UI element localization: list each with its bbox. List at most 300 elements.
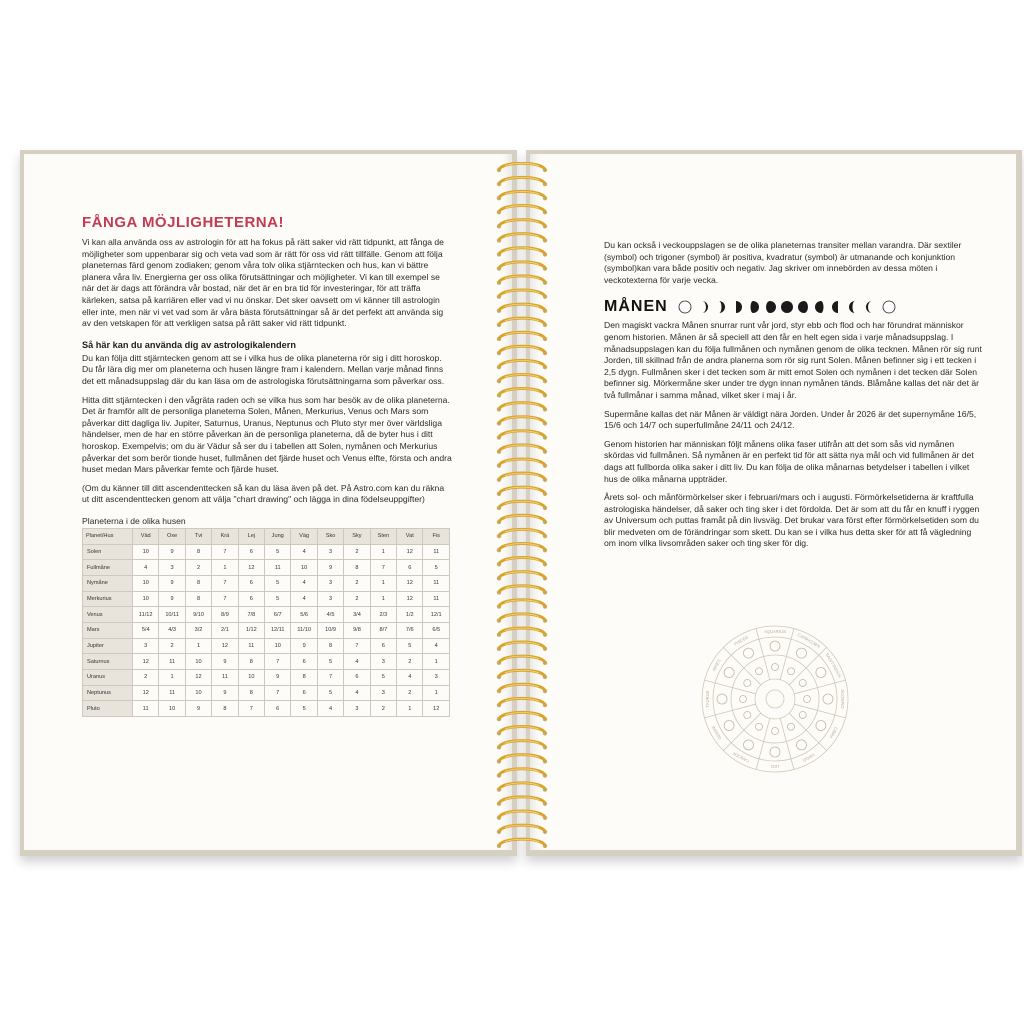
table-cell: 2/3 [370,607,396,623]
table-cell: 12 [397,544,423,560]
zodiac-symbol-icon [717,694,727,704]
table-cell: 4 [133,560,159,576]
table-cell: 5 [317,654,343,670]
spiral-ring [499,684,545,691]
table-cell: 9 [317,560,343,576]
moon-new-icon [678,300,692,314]
table-cell: 2/1 [212,623,238,639]
spiral-ring [499,177,545,184]
table-cell: 1 [423,654,450,670]
spiral-ring [499,839,545,846]
zodiac-sign-label: PISCES [733,634,750,647]
table-cell: 3 [317,575,343,591]
table-cell: 11 [133,701,159,717]
table-cell: 2 [344,544,370,560]
spiral-ring [499,712,545,719]
spiral-ring [499,163,545,170]
table-cell: 11 [159,685,185,701]
table-cell: 3 [344,701,370,717]
spiral-ring [499,783,545,790]
zodiac-symbol-icon [770,641,780,651]
right-page [530,154,1016,850]
spiral-ring [499,727,545,734]
spiral-ring [499,360,545,367]
spiral-ring [499,487,545,494]
table-cell: 4 [291,591,317,607]
spiral-ring [499,431,545,438]
zodiac-symbol-icon [724,721,734,731]
table-row-header: Venus [83,607,133,623]
moon-waxing-gibbous-icon [746,300,760,314]
table-cell: 8 [291,670,317,686]
table-cell: 10 [133,575,159,591]
zodiac-glyph-icon [756,668,763,675]
table-cell: 11 [238,638,264,654]
zodiac-sign-label: TAURUS [704,690,710,708]
spiral-ring [499,417,545,424]
table-column-header: Väg [291,528,317,544]
table-cell: 10 [133,591,159,607]
zodiac-glyph-icon [788,668,795,675]
table-column-header: Sky [344,528,370,544]
table-cell: 3 [317,591,343,607]
table-cell: 7 [238,701,264,717]
table-cell: 1 [370,544,396,560]
zodiac-glyph-icon [744,680,751,687]
table-cell: 9 [159,591,185,607]
spiral-ring [499,290,545,297]
zodiac-glyph-icon [788,723,795,730]
table-row [83,701,450,717]
moon-paragraph-4: Årets sol- och månförmörkelser sker i februari/mars och i augusti. Förmörkelsetiderna är kraftfulla astrologiska händelser, då saker och ting sker i det fördolda. Det är som att du får en knuff i ryggen av Universum och puttas framåt på din livsväg. Det brukar vara först efter förmörkelsetiden som du blir medveten om de förändringar som skett. Du kan se i vilka hus detta sker för att få vägledning om inom vilka livsområden saker och ting sker för dig. [604,492,980,549]
zodiac-symbol-icon [724,668,734,678]
section-subheading: Så här kan du använda dig av astrologikalendern [82,339,296,350]
table-cell: 7 [265,685,291,701]
page-heading: FÅNGA MÖJLIGHETERNA! [82,214,284,231]
table-row-header: Neptunus [83,685,133,701]
zodiac-inner-divider [789,713,806,730]
spiral-ring [499,276,545,283]
table-cell: 6 [397,560,423,576]
spiral-ring [499,234,545,241]
table-row-header: Pluto [83,701,133,717]
moon-full-icon [780,300,794,314]
zodiac-divider [806,647,827,668]
table-cell: 11 [159,654,185,670]
table-cell: 6 [291,685,317,701]
spiral-ring [499,586,545,593]
spiral-ring [499,825,545,832]
table-cell: 5/6 [291,607,317,623]
spiral-ring [499,318,545,325]
zodiac-divider [704,680,732,688]
table-cell: 1 [423,685,450,701]
transits-paragraph: Du kan också i veckouppslagen se de olika planeternas transiter mellan varandra. Där sextiler (symbol) och trigoner (symbol) är positiva, kvadratur (symbol) är utmanande och konjunktion (symbol)kan vara både positiv och negativ. Jag skriver om innebörden av dessa möten i veckotexterna för varje vecka. [604,240,962,285]
table-cell: 3 [159,560,185,576]
open-notebook [20,150,1024,856]
table-cell: 6 [344,670,370,686]
table-cell: 3 [370,654,396,670]
table-cell: 1 [370,575,396,591]
table-cell: 9/10 [185,607,211,623]
spiral-ring [499,600,545,607]
zodiac-inner-divider [764,718,770,741]
spiral-ring [499,769,545,776]
zodiac-symbol-icon [816,668,826,678]
moon-waxing-crescent-icon [712,300,726,314]
table-column-header: Vat [397,528,423,544]
zodiac-sign-label: CANCER [732,750,751,765]
zodiac-sign-label: GEMINI [710,725,723,741]
table-cell: 10 [265,638,291,654]
zodiac-inner-divider [744,713,761,730]
table-cell: 8/7 [370,623,396,639]
spiral-ring [499,473,545,480]
spiral-ring [499,543,545,550]
table-cell: 9 [265,670,291,686]
table-cell: 11/12 [133,607,159,623]
spiral-ring [499,811,545,818]
table-cell: 6 [238,591,264,607]
table-cell: 9 [159,544,185,560]
table-cell: 10/9 [317,623,343,639]
table-cell: 10 [238,670,264,686]
spiral-ring [499,558,545,565]
table-cell: 12 [185,670,211,686]
zodiac-divider [723,730,744,751]
table-cell: 6 [265,701,291,717]
paragraph-2: Hitta ditt stjärntecken i den vågräta raden och se vilka hus som har besök av de olika planeterna. Det är framför allt de personliga planeterna Solen, Månen, Merkurius, Venus och Mars som påverkar ditt dagliga liv. Jupiter, Saturnus, Uranus, Neptunus och Pluto styr mer över världsliga händelser, men de har en större påverkan än de personliga planeterna, då de byter hus i ditt horoskop. Exempelvis; om du är Vädur så ser du i tabellen att Solen, nymånen och Merkurius påverkar det som berör tionde huset, fullmånen det fjärde huset och Venus elfte, första och andra huset medan Mars påverkar femte och fjärde huset. [82,394,452,475]
table-column-header: Sten [370,528,396,544]
table-column-header: Jung [265,528,291,544]
zodiac-symbol-icon [797,740,807,750]
zodiac-sign-label: LEO [770,764,780,770]
table-cell: 2 [397,654,423,670]
table-cell: 8 [317,638,343,654]
table-cell: 11/10 [291,623,317,639]
table-column-header: Lej [238,528,264,544]
zodiac-divider [723,647,744,668]
table-cell: 1 [159,670,185,686]
table-cell: 6 [291,654,317,670]
table-cell: 2 [344,575,370,591]
table-cell: 11 [423,544,450,560]
table-row [83,623,450,639]
table-cell: 9 [291,638,317,654]
paragraph-1: Du kan följa ditt stjärntecken genom att se i vilka hus de olika planeterna rör sig i ditt horoskop. Du får lära dig mer om planeterna och husen längre fram i kalendern. Mellan varje månad finns det ett månadsuppslag där du kan läsa om de astrologiska förutsättningarna som påverkar oss. [82,352,445,386]
table-cell: 9 [185,701,211,717]
table-cell: 5 [423,560,450,576]
table-cell: 12 [397,575,423,591]
spiral-ring [499,642,545,649]
table-cell: 8 [185,544,211,560]
moon-paragraph-1: Den magiskt vackra Månen snurrar runt vår jord, styr ebb och flod och har förundrat människor genom historien. Månen är så speciell att den får en helt egen sida i varje månadsuppslag. I månadsuppslagen kan du följa fullmånen och nymånen genom de olika tecknen. Månen rör sig runt Jorden, till skillnad från de andra planerna som rör sig runt Solen. Månen befinner sig i ett tecken i 2,5 dygn. Fullmånen sker i det tecken som är mitt emot Solen och nymånen i det tecken där Solen befinner sig. Mörkermåne sker under tre dygn innan nymånen tänds. Blåmåne kallas det när det är två fullmånar i samma månad, vilket sker i maj i år. [604,320,982,400]
table-row-header: Jupiter [83,638,133,654]
table-cell: 2 [370,701,396,717]
zodiac-inner-divider [794,688,817,694]
spiral-ring [499,755,545,762]
table-cell: 2 [397,685,423,701]
moon-waning-gibbous-icon [797,300,811,314]
table-cell: 8 [344,560,370,576]
moon-waning-crescent-icon [865,300,879,314]
table-cell: 6 [238,575,264,591]
table-cell: 3 [133,638,159,654]
table-cell: 7 [265,654,291,670]
zodiac-symbol-icon [744,740,754,750]
zodiac-inner-divider [789,668,806,685]
table-column-header: Sko [317,528,343,544]
spiral-ring [499,656,545,663]
table-row-header: Mars [83,623,133,639]
zodiac-sign-label: CAPRICORN [796,632,821,649]
table-cell: 12 [133,685,159,701]
table-header-row [83,528,450,544]
moon-phases [678,300,896,314]
spiral-ring [499,572,545,579]
table-row [83,685,450,701]
table-cell: 11 [423,591,450,607]
table-cell: 10 [291,560,317,576]
table-row-header: Fullmåne [83,560,133,576]
moon-last-quarter-icon [831,300,845,314]
spiral-ring [499,741,545,748]
table-cell: 9 [212,685,238,701]
table-cell: 4 [423,638,450,654]
zodiac-symbol-icon [797,648,807,658]
table-cell: 7 [212,575,238,591]
table-cell: 7/6 [397,623,423,639]
zodiac-glyph-icon [740,696,747,703]
table-cell: 9 [212,654,238,670]
table-cell: 4 [291,575,317,591]
table-cell: 1 [212,560,238,576]
zodiac-symbol-icon [816,721,826,731]
zodiac-sign-label: VIRGO [801,752,816,764]
table-column-header: Krä [212,528,238,544]
table-cell: 4/3 [159,623,185,639]
table-column-header: Tvi [185,528,211,544]
zodiac-glyph-icon [772,728,779,735]
right-page-content [604,240,984,557]
moon-waxing-gibbous-icon [763,300,777,314]
spiral-ring [499,374,545,381]
table-row [83,560,450,576]
table-cell: 1 [370,591,396,607]
table-cell: 3 [317,544,343,560]
spiral-ring [499,459,545,466]
spiral-ring [499,445,545,452]
spiral-ring [499,248,545,255]
table-cell: 8 [185,591,211,607]
table-cell: 12/1 [423,607,450,623]
table-cell: 3/2 [185,623,211,639]
zodiac-divider [756,742,764,770]
intro-paragraph: Vi kan alla använda oss av astrologin för att ha fokus på rätt saker vid rätt tidpunkt, att fånga de möjligheter som uppenbarar sig och veta vad som är rätt för oss vid rätt tillfälle. Genom att följa planeternas färd genom zodiaken; genom våra tolv olika stjärntecken och hus, kan vi bättre planera våra liv. Energierna ger oss olika förutsättningar och möjligheter. Vi kan till exempel se när det är dags att förändra vår bostad, när det är en bra tid för investeringar, för att träffa kärleken, satsa på karriären eller vad vi nu önskar. Det sker oavsett om vi känner till astrologin eller inte, men när vi vet vad som är våra bästa förutsättningar så är det perfekt att använda sig av den vetskapen för att verkligen satsa på rätt saker vid rätt tidpunkt. [82,237,444,329]
moon-heading: MÅNEN [604,298,668,316]
spiral-ring [499,515,545,522]
paragraph-3: (Om du känner till ditt ascendenttecken så kan du läsa även på det. På Astro.com kan du räkna ut ditt ascendenttecken genom att välja "chart drawing" och lägga in dina födelseuppgifter) [82,482,445,505]
table-cell: 5 [291,701,317,717]
spiral-ring [499,304,545,311]
table-cell: 12 [133,654,159,670]
table-cell: 3 [423,670,450,686]
table-cell: 2 [133,670,159,686]
table-cell: 4 [291,544,317,560]
zodiac-symbol-icon [823,694,833,704]
zodiac-inner-divider [732,704,755,710]
table-column-header: Oxe [159,528,185,544]
table-cell: 6 [370,638,396,654]
zodiac-divider [756,628,764,656]
table-cell: 5 [317,685,343,701]
zodiac-divider [818,710,846,718]
table-cell: 11 [212,670,238,686]
table-cell: 12 [212,638,238,654]
zodiac-inner-divider [780,656,786,679]
table-row [83,591,450,607]
table-cell: 8 [238,654,264,670]
moon-waxing-crescent-icon [695,300,709,314]
zodiac-glyph-icon [772,664,779,671]
table-cell: 4 [344,685,370,701]
table-cell: 1 [185,638,211,654]
table-cell: 10 [185,685,211,701]
spiral-ring [499,529,545,536]
zodiac-inner-divider [744,668,761,685]
zodiac-glyph-icon [744,712,751,719]
table-cell: 8 [212,701,238,717]
table-cell: 7 [212,591,238,607]
moon-waning-gibbous-icon [814,300,828,314]
table-row-header: Solen [83,544,133,560]
table-cell: 10 [133,544,159,560]
table-cell: 7 [344,638,370,654]
spiral-binding [491,162,553,852]
table-cell: 5 [265,575,291,591]
zodiac-sign-label: LIBRA [828,726,839,740]
table-cell: 2 [185,560,211,576]
spiral-ring [499,389,545,396]
spiral-ring [499,670,545,677]
table-cell: 6/5 [423,623,450,639]
table-row-header: Uranus [83,670,133,686]
table-row [83,575,450,591]
spiral-ring [499,262,545,269]
zodiac-glyph-icon [799,712,806,719]
table-cell: 11 [265,560,291,576]
spiral-ring [499,191,545,198]
planet-house-table [82,528,450,717]
spiral-ring [499,628,545,635]
zodiac-symbol-icon [770,747,780,757]
table-cell: 4 [397,670,423,686]
spiral-rings [491,162,553,852]
table-cell: 6 [238,544,264,560]
table-cell: 5 [265,591,291,607]
spiral-ring [499,501,545,508]
table-cell: 2 [159,638,185,654]
table-cell: 4/5 [317,607,343,623]
zodiac-sign-label: ARIES [711,658,722,672]
table-cell: 5 [265,544,291,560]
table-cell: 4 [317,701,343,717]
spiral-ring [499,698,545,705]
table-column-header: Väd [133,528,159,544]
table-cell: 10 [185,654,211,670]
zodiac-inner-divider [732,688,755,694]
table-cell: 2 [344,591,370,607]
zodiac-inner-divider [764,656,770,679]
table-cell: 9 [159,575,185,591]
table-cell: 7 [317,670,343,686]
table-column-header: Fis [423,528,450,544]
zodiac-divider [806,730,827,751]
table-cell: 12 [423,701,450,717]
table-cell: 5 [397,638,423,654]
left-page [24,154,512,850]
moon-heading-row [604,298,984,316]
moon-first-quarter-icon [729,300,743,314]
table-row-header: Saturnus [83,654,133,670]
table-cell: 10 [159,701,185,717]
table-cell: 8 [185,575,211,591]
table-caption: Planeterna i de olika husen [82,515,186,526]
zodiac-glyph-icon [804,696,811,703]
table-cell: 3/4 [344,607,370,623]
zodiac-glyph-icon [799,680,806,687]
spiral-ring [499,205,545,212]
zodiac-inner-divider [780,718,786,741]
table-cell: 9/8 [344,623,370,639]
zodiac-sign-label: SCORPIO [840,689,846,709]
table-corner-header: Planet/Hus [83,528,133,544]
table-cell: 12/11 [265,623,291,639]
moon-waning-crescent-icon [848,300,862,314]
table-cell: 1/2 [397,607,423,623]
table-cell: 5 [370,670,396,686]
spiral-ring [499,332,545,339]
table-cell: 7 [370,560,396,576]
table-cell: 11 [423,575,450,591]
spiral-ring [499,346,545,353]
zodiac-symbol-icon [744,648,754,658]
table-row [83,544,450,560]
table-cell: 5/4 [133,623,159,639]
moon-paragraph-2: Supermåne kallas det när Månen är väldigt nära Jorden. Under år 2026 är det supernymåne 16/5, 15/6 och 14/7 och superfullmåne 24/11 och 24/12. [604,408,977,431]
table-cell: 10/11 [159,607,185,623]
table-cell: 3 [370,685,396,701]
spiral-ring [499,220,545,227]
zodiac-glyph-icon [756,723,763,730]
table-row [83,670,450,686]
table-row-header: Merkurius [83,591,133,607]
table-body [83,544,450,717]
table-cell: 12 [397,591,423,607]
table-row [83,607,450,623]
zodiac-divider [818,680,846,688]
table-cell: 6/7 [265,607,291,623]
table-row [83,654,450,670]
table-cell: 4 [344,654,370,670]
table-cell: 12 [238,560,264,576]
zodiac-wheel-icon [700,624,850,774]
spiral-ring [499,403,545,410]
zodiac-inner-divider [794,704,817,710]
table-row-header: Nymåne [83,575,133,591]
zodiac-divider [704,710,732,718]
spiral-ring [499,614,545,621]
